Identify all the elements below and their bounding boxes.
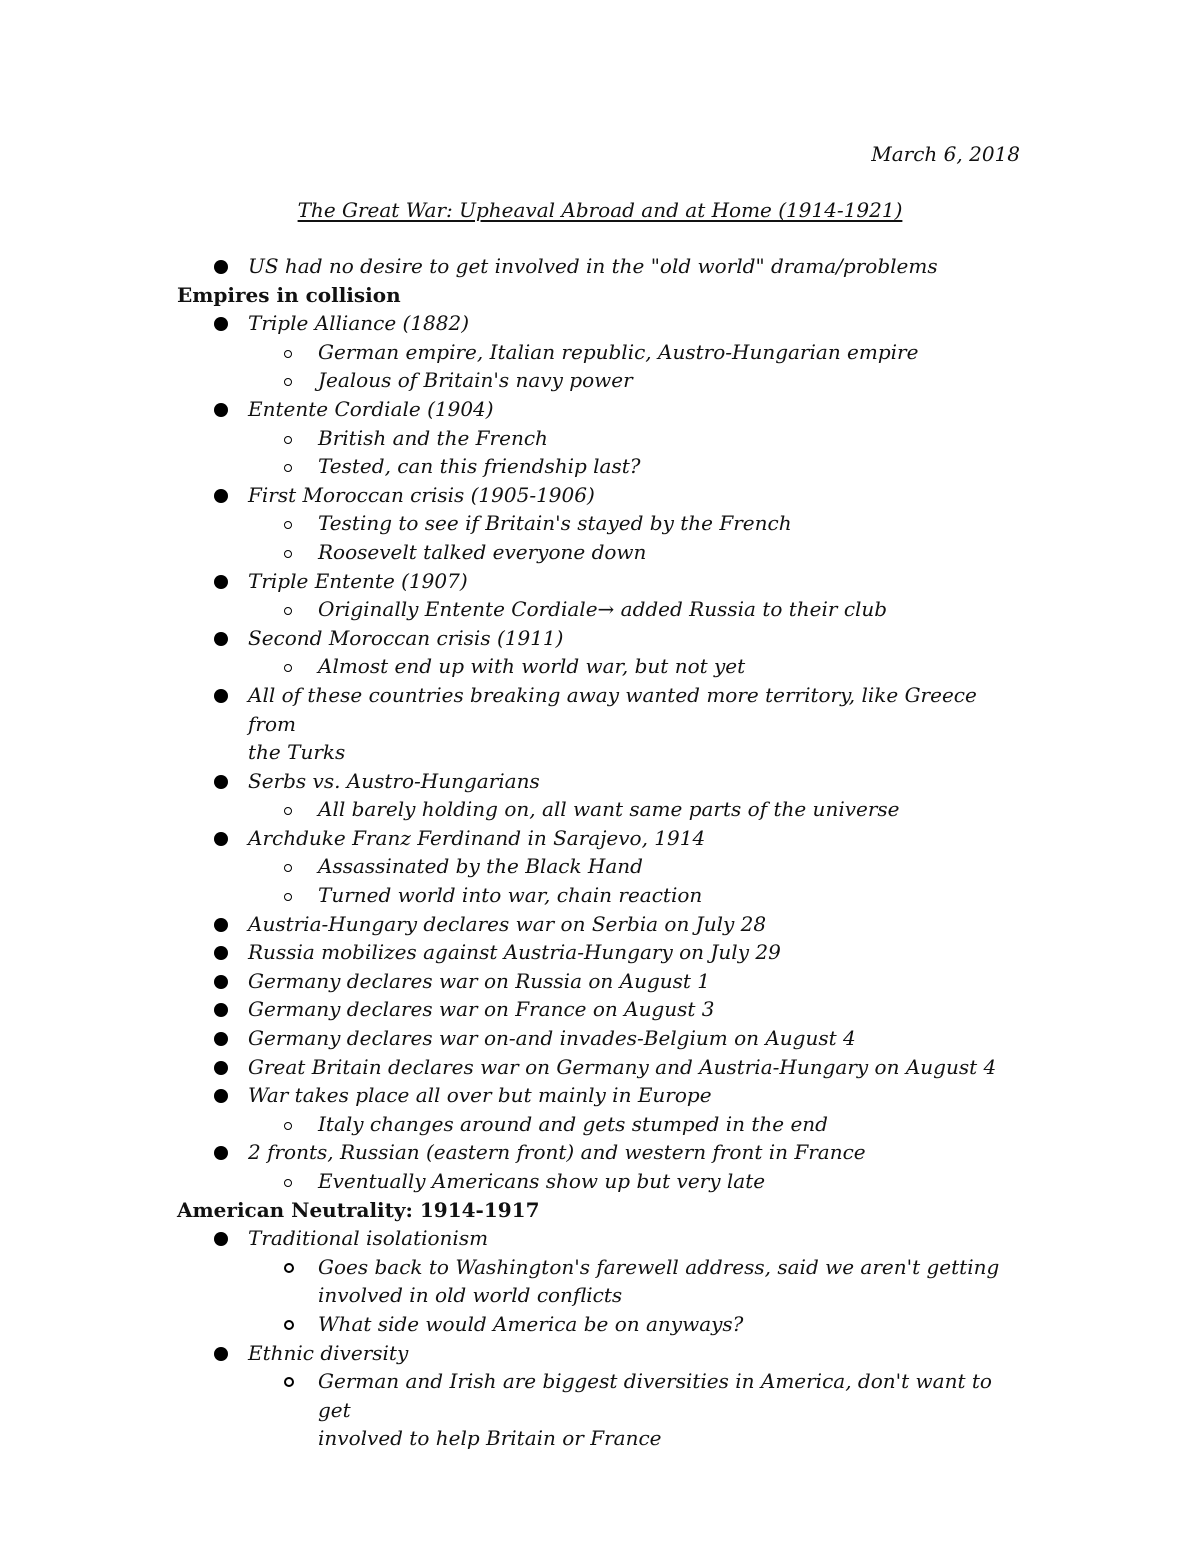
bullet-text: US had no desire to get involved in the "old world" drama/problems bbox=[248, 254, 938, 278]
sub-bullet-item bbox=[177, 424, 1007, 453]
bullet-text: Ethnic diversity bbox=[248, 1340, 409, 1365]
bullet-item bbox=[177, 1224, 1007, 1253]
sub-bullet-text: Assassinated by the Black Hand bbox=[318, 854, 643, 879]
hollow-bullet-icon bbox=[284, 378, 292, 386]
sub-bullet-item bbox=[177, 1253, 1007, 1282]
bullet-item bbox=[177, 1081, 1007, 1110]
hollow-bullet-icon bbox=[284, 807, 292, 815]
sub-bullet-item bbox=[177, 1310, 1007, 1339]
sub-bullet-text: involved in old world conflicts bbox=[318, 1283, 623, 1308]
sub-bullet-item bbox=[177, 509, 1007, 538]
sub-bullet-text: Eventually Americans show up but very late bbox=[318, 1169, 766, 1193]
filled-bullet-icon bbox=[214, 1032, 228, 1046]
filled-bullet-icon bbox=[214, 689, 228, 703]
bullet-text: 2 fronts, Russian (eastern front) and western front in France bbox=[248, 1140, 866, 1165]
bullet-text: War takes place all over but mainly in Europe bbox=[248, 1083, 712, 1108]
filled-bullet-icon bbox=[214, 975, 228, 989]
section-heading-text: Empires in collision bbox=[177, 282, 401, 307]
filled-bullet-icon bbox=[214, 1061, 228, 1075]
sub-bullet-item bbox=[177, 338, 1007, 367]
notes-body bbox=[177, 252, 1007, 1453]
bullet-item bbox=[177, 481, 1007, 510]
sub-bullet-text: Testing to see if Britain's stayed by the French bbox=[318, 511, 792, 536]
bullet-item bbox=[177, 395, 1007, 424]
sub-bullet-text: Italy changes around and gets stumped in the end bbox=[318, 1111, 828, 1136]
sub-bullet-item bbox=[177, 595, 1007, 624]
filled-bullet-icon bbox=[214, 1146, 228, 1160]
section-heading bbox=[177, 281, 1007, 310]
sub-bullet-item bbox=[177, 1167, 1007, 1196]
sub-bullet-text: Jealous of Britain's navy power bbox=[318, 368, 633, 393]
bullet-item bbox=[177, 309, 1007, 338]
filled-bullet-icon bbox=[214, 1347, 228, 1361]
sub-bullet-item bbox=[177, 366, 1007, 395]
hollow-bullet-icon bbox=[284, 607, 292, 615]
bullet-item bbox=[177, 995, 1007, 1024]
bullet-item bbox=[177, 910, 1007, 939]
hollow-bullet-icon bbox=[284, 893, 292, 901]
hollow-bullet-icon bbox=[284, 1179, 292, 1187]
filled-bullet-icon bbox=[214, 317, 228, 331]
sub-bullet-item bbox=[177, 852, 1007, 881]
sub-bullet-text: Originally Entente Cordiale→ added Russia to their club bbox=[318, 597, 888, 622]
bullet-text: the Turks bbox=[248, 740, 346, 765]
sub-bullet-text: All barely holding on, all want same parts of the universe bbox=[318, 797, 900, 822]
bullet-item bbox=[177, 624, 1007, 653]
filled-bullet-icon bbox=[214, 403, 228, 417]
bullet-text: Triple Entente (1907) bbox=[248, 568, 468, 593]
section-heading bbox=[177, 1196, 1007, 1225]
sub-bullet-text: Turned world into war, chain reaction bbox=[318, 883, 703, 908]
hollow-bullet-icon bbox=[284, 664, 292, 672]
filled-bullet-icon bbox=[214, 260, 228, 274]
sub-bullet-item bbox=[177, 538, 1007, 567]
bullet-text: Germany declares war on-and invades-Belgium on August 4 bbox=[248, 1026, 856, 1051]
hollow-bullet-icon bbox=[284, 521, 292, 529]
bullet-item bbox=[177, 567, 1007, 596]
bullet-item bbox=[177, 767, 1007, 796]
filled-bullet-icon bbox=[214, 775, 228, 789]
bullet-item bbox=[177, 681, 1007, 738]
sub-bullet-item bbox=[177, 795, 1007, 824]
filled-bullet-icon bbox=[214, 1232, 228, 1246]
hollow-bullet-icon bbox=[284, 1263, 294, 1273]
hollow-bullet-icon bbox=[284, 350, 292, 358]
bullet-text: First Moroccan crisis (1905-1906) bbox=[248, 482, 595, 507]
bullet-item bbox=[177, 1339, 1007, 1368]
bullet-text: Germany declares war on Russia on August 1 bbox=[248, 968, 711, 993]
bullet-item-continuation bbox=[177, 738, 1007, 767]
section-heading-text: American Neutrality: 1914-1917 bbox=[177, 1197, 540, 1222]
filled-bullet-icon bbox=[214, 832, 228, 846]
sub-bullet-text: involved to help Britain or France bbox=[318, 1426, 662, 1451]
sub-bullet-text: Goes back to Washington's farewell address, said we aren't getting bbox=[318, 1254, 1000, 1279]
bullet-text: Traditional isolationism bbox=[248, 1226, 489, 1251]
filled-bullet-icon bbox=[214, 1089, 228, 1103]
hollow-bullet-icon bbox=[284, 1122, 292, 1130]
bullet-text: All of these countries breaking away wanted more territory, like Greece from bbox=[248, 682, 977, 736]
bullet-text: Russia mobilizes against Austria-Hungary on July 29 bbox=[248, 940, 781, 965]
bullet-item bbox=[177, 824, 1007, 853]
filled-bullet-icon bbox=[214, 1003, 228, 1017]
sub-bullet-text: German and Irish are biggest diversities in America, don't want to get bbox=[318, 1369, 992, 1422]
sub-bullet-text: What side would America be on anyways? bbox=[318, 1311, 744, 1336]
filled-bullet-icon bbox=[214, 632, 228, 646]
sub-bullet-text: British and the French bbox=[318, 425, 548, 450]
sub-bullet-item-continuation bbox=[177, 1281, 1007, 1310]
filled-bullet-icon bbox=[214, 918, 228, 932]
bullet-text: Triple Alliance (1882) bbox=[248, 311, 470, 336]
sub-bullet-item bbox=[177, 652, 1007, 681]
sub-bullet-item bbox=[177, 881, 1007, 910]
sub-bullet-text: German empire, Italian republic, Austro-Hungarian empire bbox=[318, 339, 919, 364]
page-title: The Great War: Upheaval Abroad and at Home (1914-1921) bbox=[297, 198, 903, 222]
bullet-text: Archduke Franz Ferdinand in Sarajevo, 1914 bbox=[248, 825, 706, 850]
filled-bullet-icon bbox=[214, 489, 228, 503]
sub-bullet-item bbox=[177, 1367, 1007, 1424]
bullet-item bbox=[177, 967, 1007, 996]
hollow-bullet-icon bbox=[284, 864, 292, 872]
bullet-text: Serbs vs. Austro-Hungarians bbox=[248, 768, 540, 793]
bullet-text: Great Britain declares war on Germany and Austria-Hungary on August 4 bbox=[248, 1054, 997, 1079]
hollow-bullet-icon bbox=[284, 1320, 294, 1330]
filled-bullet-icon bbox=[214, 575, 228, 589]
bullet-text: Entente Cordiale (1904) bbox=[248, 396, 494, 421]
sub-bullet-item bbox=[177, 452, 1007, 481]
bullet-text: Germany declares war on France on August 3 bbox=[248, 997, 715, 1022]
hollow-bullet-icon bbox=[284, 436, 292, 444]
bullet-text: Austria-Hungary declares war on Serbia on July 28 bbox=[248, 911, 767, 936]
filled-bullet-icon bbox=[214, 946, 228, 960]
sub-bullet-text: Tested, can this friendship last? bbox=[318, 454, 641, 479]
bullet-item bbox=[177, 1138, 1007, 1167]
sub-bullet-item bbox=[177, 1110, 1007, 1139]
sub-bullet-text: Roosevelt talked everyone down bbox=[318, 539, 647, 564]
bullet-item bbox=[177, 938, 1007, 967]
hollow-bullet-icon bbox=[284, 550, 292, 558]
bullet-item bbox=[177, 252, 1007, 281]
hollow-bullet-icon bbox=[284, 464, 292, 472]
sub-bullet-item-continuation bbox=[177, 1424, 1007, 1453]
bullet-item bbox=[177, 1024, 1007, 1053]
hollow-bullet-icon bbox=[284, 1377, 294, 1387]
sub-bullet-text: Almost end up with world war, but not yet bbox=[318, 654, 746, 679]
note-date: March 6, 2018 bbox=[871, 142, 1020, 166]
bullet-text: Second Moroccan crisis (1911) bbox=[248, 625, 564, 650]
bullet-item bbox=[177, 1053, 1007, 1082]
